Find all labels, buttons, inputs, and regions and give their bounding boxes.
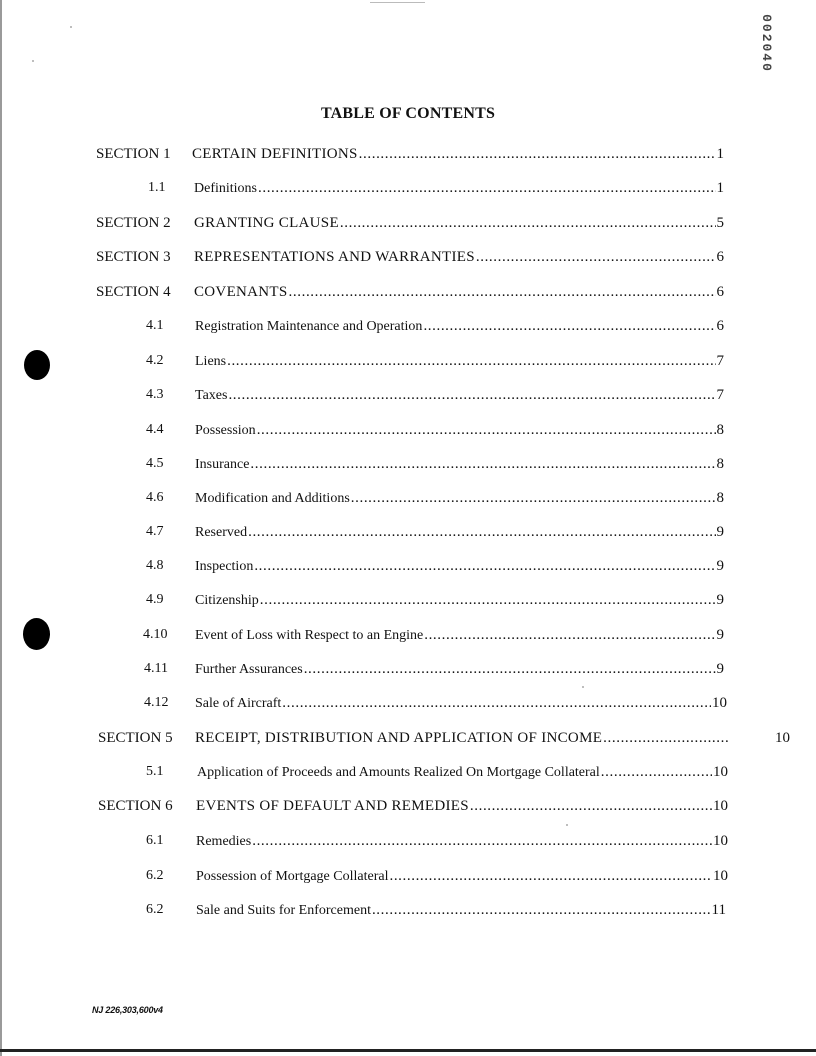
- toc-entry[interactable]: [195, 624, 724, 647]
- toc-page-number: 8: [716, 490, 724, 506]
- toc-label: Remedies: [196, 834, 252, 849]
- toc-entry[interactable]: [195, 727, 729, 749]
- toc-page-number: 6: [716, 249, 724, 265]
- toc-row: [0, 521, 816, 543]
- toc-entry[interactable]: [196, 899, 726, 922]
- dot-leader: [282, 692, 711, 714]
- dot-leader: [250, 453, 715, 475]
- toc-number: 4.6: [146, 490, 164, 505]
- toc-row: [0, 143, 816, 165]
- toc-entry[interactable]: [192, 143, 724, 165]
- dot-leader: [340, 212, 716, 234]
- toc-entry[interactable]: [195, 692, 727, 715]
- scan-top-mark: [370, 2, 425, 3]
- toc-page-number: 7: [716, 353, 724, 369]
- dot-leader: [423, 315, 715, 337]
- toc-entry[interactable]: [196, 830, 728, 853]
- dot-leader: [228, 384, 715, 406]
- toc-page-number: 1: [716, 146, 724, 162]
- toc-number: 5.1: [146, 764, 164, 779]
- toc-label: Sale of Aircraft: [195, 696, 282, 711]
- toc-row: [0, 246, 816, 268]
- page-title: TABLE OF CONTENTS: [320, 105, 496, 122]
- toc-page-number: 11: [711, 902, 726, 918]
- toc-page-number: 9: [716, 661, 724, 677]
- toc-entry[interactable]: [195, 658, 724, 681]
- toc-number: 6.2: [146, 902, 164, 917]
- toc-number: 4.7: [146, 524, 164, 539]
- toc-label: Taxes: [195, 388, 228, 403]
- toc-page-number: 8: [716, 456, 724, 472]
- toc-page-number: 6: [716, 284, 724, 300]
- toc-number: 1.1: [148, 180, 166, 195]
- dot-leader: [372, 899, 711, 921]
- toc-row: [0, 555, 816, 577]
- dot-leader: [227, 350, 715, 372]
- toc-label: Application of Proceeds and Amounts Realized On Mortgage Collateral: [197, 765, 600, 780]
- toc-row: [0, 795, 816, 817]
- toc-number: 4.8: [146, 558, 164, 573]
- toc-page-number: 8: [716, 422, 724, 438]
- toc-label: Event of Loss with Respect to an Engine: [195, 628, 424, 643]
- toc-row: [0, 177, 816, 199]
- toc-page-number: 10: [713, 764, 728, 780]
- toc-label: RECEIPT, DISTRIBUTION AND APPLICATION OF INCOME: [195, 730, 603, 746]
- scan-speck: [566, 824, 568, 826]
- toc-row: [0, 315, 816, 337]
- toc-entry[interactable]: [195, 384, 724, 407]
- toc-page-number: 6: [716, 318, 724, 334]
- scan-speck: [582, 686, 584, 688]
- toc-label: CERTAIN DEFINITIONS: [192, 146, 358, 162]
- dot-leader: [351, 487, 716, 509]
- toc-number: 4.2: [146, 353, 164, 368]
- dot-leader: [359, 143, 716, 165]
- toc-number: 4.5: [146, 456, 164, 471]
- scan-speck: [32, 60, 34, 62]
- toc-row: [0, 487, 816, 509]
- dot-leader: [304, 658, 716, 680]
- toc-page-number: 10: [712, 695, 727, 711]
- toc-row: [0, 589, 816, 611]
- toc-number: 4.10: [143, 627, 168, 642]
- toc-entry[interactable]: [194, 246, 724, 268]
- toc-entry[interactable]: [195, 487, 724, 510]
- toc-row: [0, 281, 816, 303]
- dot-leader: [424, 624, 715, 646]
- toc-number: 4.12: [144, 695, 169, 710]
- toc-page-number: 9: [716, 627, 724, 643]
- toc-row: [0, 384, 816, 406]
- dot-leader: [248, 521, 715, 543]
- toc-label: COVENANTS: [194, 284, 288, 300]
- toc-row: [0, 830, 816, 852]
- toc-label: Possession: [195, 423, 256, 438]
- toc-page-number: 7: [716, 387, 724, 403]
- hole-punch: [24, 350, 50, 380]
- toc-row: [0, 350, 816, 372]
- toc-entry[interactable]: [194, 212, 724, 234]
- toc-number: 6.2: [146, 868, 164, 883]
- bates-stamp: [754, 4, 778, 82]
- toc-label: EVENTS OF DEFAULT AND REMEDIES: [196, 798, 469, 814]
- toc-label: Modification and Additions: [195, 491, 350, 506]
- dot-leader: [289, 281, 716, 303]
- toc-page-number: 9: [716, 524, 724, 540]
- toc-entry[interactable]: [195, 589, 724, 612]
- toc-entry[interactable]: [194, 177, 724, 200]
- page-bottom-rule: [0, 1049, 816, 1052]
- toc-number: 4.4: [146, 422, 164, 437]
- dot-leader: [258, 177, 716, 199]
- toc-number: SECTION 1: [96, 146, 171, 162]
- toc-entry[interactable]: [195, 521, 724, 544]
- dot-leader: [389, 865, 712, 887]
- toc-row: [0, 692, 816, 714]
- toc-number: SECTION 3: [96, 249, 171, 265]
- toc-row: [0, 727, 816, 749]
- toc-row: [0, 419, 816, 441]
- toc-page-number: 9: [716, 592, 724, 608]
- toc-label: Liens: [195, 354, 227, 369]
- toc-page-number: 10: [713, 798, 728, 814]
- toc-entry[interactable]: [195, 453, 724, 476]
- toc-label: Insurance: [195, 457, 250, 472]
- dot-leader: [254, 555, 715, 577]
- toc-number: SECTION 5: [98, 730, 173, 746]
- scan-speck: [70, 26, 72, 28]
- toc-page-number: 5: [716, 215, 724, 231]
- toc-number: SECTION 6: [98, 798, 173, 814]
- toc-row: [0, 899, 816, 921]
- toc-label: Definitions: [194, 181, 257, 196]
- toc-page-number: 10: [713, 868, 728, 884]
- toc-label: GRANTING CLAUSE: [194, 215, 339, 231]
- toc-entry[interactable]: [194, 281, 724, 303]
- toc-label: Sale and Suits for Enforcement: [196, 903, 371, 918]
- dot-leader: [476, 246, 716, 268]
- toc-page-number: 10: [775, 730, 790, 746]
- toc-entry[interactable]: [195, 419, 724, 442]
- toc-page-number: 10: [713, 833, 728, 849]
- dot-leader: [603, 727, 728, 749]
- dot-leader: [257, 419, 716, 441]
- dot-leader: [601, 761, 712, 783]
- toc-row: [0, 658, 816, 680]
- toc-number: SECTION 4: [96, 284, 171, 300]
- toc-entry[interactable]: [195, 315, 724, 338]
- toc-label: Further Assurances: [195, 662, 303, 677]
- toc-entry[interactable]: [195, 555, 724, 578]
- toc-entry[interactable]: [196, 865, 728, 888]
- toc-label: Registration Maintenance and Operation: [195, 319, 423, 334]
- toc-entry[interactable]: [195, 350, 724, 373]
- document-footer: NJ 226,303,600v4: [92, 1005, 163, 1015]
- toc-label: REPRESENTATIONS AND WARRANTIES: [194, 249, 475, 265]
- toc-label: Reserved: [195, 525, 248, 540]
- dot-leader: [252, 830, 712, 852]
- toc-label: Citizenship: [195, 593, 259, 608]
- toc-number: 6.1: [146, 833, 164, 848]
- toc-row: [0, 865, 816, 887]
- toc-page-number: 1: [716, 180, 724, 196]
- toc-row: [0, 761, 816, 783]
- toc-label: Possession of Mortgage Collateral: [196, 869, 389, 884]
- toc-row: [0, 453, 816, 475]
- toc-row: [0, 212, 816, 234]
- toc-number: 4.9: [146, 592, 164, 607]
- toc-number: SECTION 2: [96, 215, 171, 231]
- dot-leader: [470, 795, 712, 817]
- toc-row: [0, 624, 816, 646]
- bates-stamp-text: 002040: [758, 13, 774, 73]
- dot-leader: [260, 589, 716, 611]
- toc-number: 4.1: [146, 318, 164, 333]
- toc-entry[interactable]: [196, 795, 728, 817]
- hole-punch: [23, 618, 50, 650]
- toc-label: Inspection: [195, 559, 254, 574]
- toc-number: 4.11: [144, 661, 168, 676]
- toc-entry[interactable]: [197, 761, 728, 784]
- toc-number: 4.3: [146, 387, 164, 402]
- toc-page-number: 9: [716, 558, 724, 574]
